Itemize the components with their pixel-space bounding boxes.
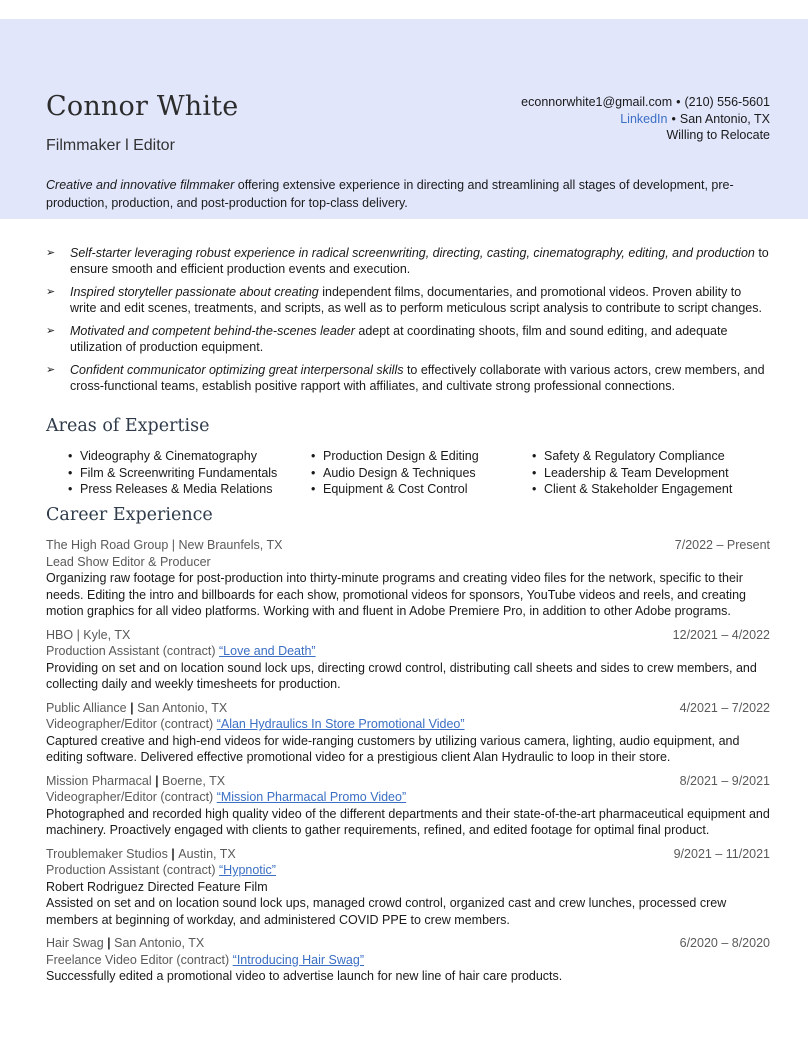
arrow-bullet-icon: ➢ [46, 325, 56, 337]
job-entry [46, 846, 770, 929]
job-entry [46, 537, 770, 620]
location-text: San Antonio, TX [679, 111, 770, 126]
job-company: The High Road Group [46, 538, 169, 552]
job-separator: | [73, 627, 84, 642]
expertise-item: • Audio Design & Techniques [311, 465, 532, 482]
relocate-text: Willing to Relocate [666, 128, 770, 142]
expertise-item: • Client & Stakeholder Engagement [532, 481, 772, 498]
job-company-line [46, 773, 225, 790]
arrow-bullet-icon: ➢ [46, 364, 56, 376]
job-entry [46, 627, 770, 693]
job-company: HBO [46, 627, 74, 642]
expertise-item: • Leadership & Team Development [532, 465, 772, 482]
job-company: Troublemaker Studios [46, 846, 168, 861]
job-location: Kyle, TX [83, 627, 131, 642]
contact-line-2 [521, 111, 770, 128]
project-link[interactable]: “Introducing Hair Swag” [232, 952, 364, 967]
job-title: Production Assistant (contract) [46, 863, 219, 877]
summary-rest: offering extensive experience in directing and streamlining all stages of development, pre-production, production, and post-production for top-class delivery. [46, 178, 734, 210]
candidate-role: Filmmaker l Editor [46, 137, 175, 154]
phone-number: (210) 556-5601 [684, 95, 770, 109]
job-location: Austin, TX [178, 846, 236, 861]
job-description: Assisted on set and on location sound lock ups, managed crowd control, organized cast and crew lunches, processed crew members at beginning of workday, and administered COVID PPE to crew members. [46, 896, 727, 927]
career-heading: Career Experience [46, 505, 213, 525]
highlight-lead: Inspired storyteller passionate about creating [70, 285, 319, 299]
job-company-line [46, 846, 236, 863]
job-location: Boerne, TX [162, 773, 226, 788]
job-header [46, 846, 770, 863]
project-link[interactable]: “Alan Hydraulics In Store Promotional Video” [216, 717, 465, 731]
job-location: New Braunfels, TX [178, 538, 283, 552]
highlight-item [46, 323, 770, 355]
job-title: Videographer/Editor (contract) [46, 790, 217, 804]
summary-lead: Creative and innovative filmmaker [46, 178, 235, 192]
arrow-bullet-icon: ➢ [46, 286, 56, 298]
job-separator: | [103, 936, 115, 950]
job-entry [46, 773, 770, 839]
job-header [46, 700, 770, 717]
job-description: Photographed and recorded high quality video of the different departments and their state-of-the-art pharmaceutical equipment and machinery. Proactively engaged with clients to gather requirements, refined, and edited footage for optimal final product. [46, 806, 770, 837]
expertise-item: • Equipment & Cost Control [311, 481, 532, 498]
job-title-line [46, 862, 770, 879]
job-title-line [46, 643, 770, 660]
job-separator: | [167, 846, 179, 861]
professional-summary [46, 176, 766, 212]
separator-dot: • [676, 95, 681, 109]
expertise-item: • Press Releases & Media Relations [68, 481, 311, 498]
highlight-item [46, 284, 770, 316]
job-note: Robert Rodriguez Directed Feature Film [46, 879, 268, 894]
highlight-item [46, 245, 770, 277]
job-title-line [46, 952, 770, 969]
highlight-rest: to ensure smooth and efficient production events and execution. [70, 246, 769, 276]
expertise-item: • Film & Screenwriting Fundamentals [68, 465, 311, 482]
job-company: Mission Pharmacal [46, 773, 152, 788]
job-title-line [46, 789, 770, 806]
job-location: San Antonio, TX [114, 936, 205, 950]
job-date: 9/2021 – 11/2021 [673, 846, 770, 861]
highlight-rest: independent films, documentaries, and promotional videos. Proven ability to write and edit scenes, treatments, and scripts, as well as to perform meticulous script analysis to contribute to script changes. [70, 285, 762, 315]
job-title: Production Assistant (contract) [46, 644, 219, 658]
job-entry [46, 935, 770, 985]
job-title: Lead Show Editor & Producer [46, 554, 211, 569]
contact-block [521, 94, 770, 144]
expertise-grid [68, 448, 768, 498]
candidate-name: Connor White [46, 91, 239, 122]
highlights-list [46, 245, 770, 401]
job-entry [46, 700, 770, 766]
job-company-line [46, 627, 130, 644]
job-date: 12/2021 – 4/2022 [672, 627, 770, 642]
contact-line-1 [521, 94, 770, 111]
job-location: San Antonio, TX [137, 700, 228, 715]
job-title: Videographer/Editor (contract) [46, 717, 217, 731]
job-description: Organizing raw footage for post-production into thirty-minute programs and creating video files for the network, specific to their needs. Editing the intro and billboards for each show, promotional videos for sponsors, YouTube videos and reels, and creating motion graphics for all video platforms. Working with and fluent in Adobe Premiere Pro, in addition to other Adobe programs. [46, 571, 746, 618]
job-header [46, 935, 770, 952]
arrow-bullet-icon: ➢ [46, 247, 56, 259]
job-date: 4/2021 – 7/2022 [679, 700, 770, 715]
job-description: Captured creative and high-end videos for wide-ranging customers by utilizing various camera, lighting, audio equipment, and editing software. Delivered effective promotional video for a prestigious client Alan Hydraulic to loop in their store. [46, 733, 740, 764]
job-company-line [46, 935, 204, 952]
job-description: Providing on set and on location sound lock ups, directing crowd control, distributing call sheets and sides to crew members, and collecting daily and weekly timesheets for production. [46, 660, 757, 691]
highlight-lead: Confident communicator optimizing great interpersonal skills [70, 363, 404, 377]
separator-dot: • [671, 111, 676, 126]
project-link[interactable]: “Mission Pharmacal Promo Video” [216, 790, 407, 804]
job-company-line [46, 537, 282, 554]
highlight-lead: Motivated and competent behind-the-scenes leader [70, 324, 355, 338]
job-separator: | [151, 773, 163, 788]
job-header [46, 627, 770, 644]
job-title-line [46, 716, 770, 733]
email-link[interactable]: econnorwhite1@gmail.com [521, 95, 673, 109]
job-company-line [46, 700, 227, 717]
job-separator: | [168, 538, 179, 552]
job-company: Public Alliance [46, 700, 127, 715]
job-header [46, 537, 770, 554]
job-date: 7/2022 – Present [674, 538, 770, 552]
project-link[interactable]: “Love and Death” [219, 644, 316, 658]
job-title: Freelance Video Editor (contract) [46, 952, 233, 967]
job-company: Hair Swag [46, 936, 104, 950]
job-date: 6/2020 – 8/2020 [679, 936, 770, 950]
highlight-lead: Self-starter leveraging robust experience in radical screenwriting, directing, casting, cinematography, editing, and production [70, 246, 755, 260]
career-list [46, 537, 770, 992]
expertise-item: • Production Design & Editing [311, 448, 532, 465]
job-header [46, 773, 770, 790]
linkedin-link[interactable]: LinkedIn [620, 111, 668, 126]
expertise-item: • Safety & Regulatory Compliance [532, 448, 772, 465]
job-date: 8/2021 – 9/2021 [679, 773, 770, 788]
highlight-rest: adept at coordinating shoots, film and sound editing, and adequate utilization of production equipment. [70, 324, 728, 354]
project-link[interactable]: “Hypnotic” [219, 863, 276, 877]
job-description: Successfully edited a promotional video to advertise launch for new line of hair care products. [46, 969, 563, 983]
job-separator: | [126, 700, 138, 715]
highlight-item [46, 362, 770, 394]
highlight-rest: to effectively collaborate with various actors, crew members, and cross-functional teams, establish positive rapport with affiliates, and cultivate strong professional connections. [70, 363, 765, 393]
expertise-item: • Videography & Cinematography [68, 448, 311, 465]
expertise-heading: Areas of Expertise [46, 416, 210, 436]
